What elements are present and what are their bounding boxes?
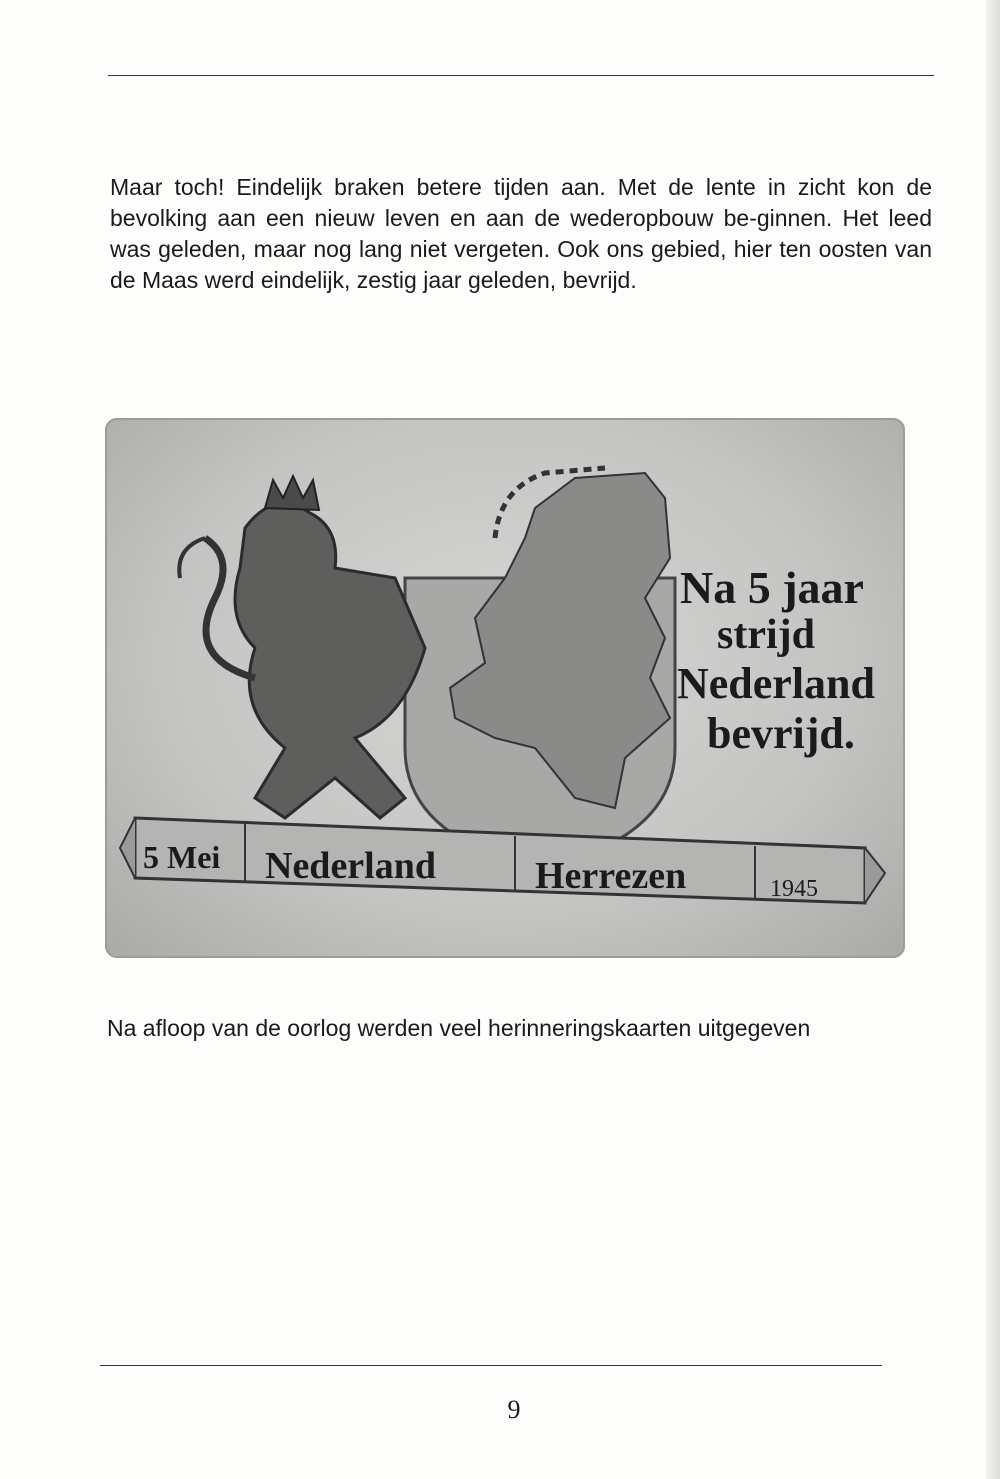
postcard-text-line-3: Nederland <box>677 659 875 708</box>
postcard-text-line-1: Na 5 jaar <box>680 562 864 613</box>
banner-text-year: 1945 <box>770 876 818 902</box>
banner-text-date: 5 Mei <box>143 839 221 875</box>
banner-text-herrezen: Herrezen <box>535 855 687 897</box>
postcard-text-line-4: bevrijd. <box>707 709 855 758</box>
intro-paragraph: Maar toch! Eindelijk braken betere tijden aan. Met de lente in zicht kon de bevolking aan een nieuw leven en aan de wederopbouw be-ginnen. Het leed was geleden, maar nog lang niet vergeten. Ook ons gebied, hier ten oosten van de Maas werd eindelijk, zestig jaar geleden, bevrijd. <box>110 174 932 293</box>
postcard-text-line-2: strijd <box>717 612 815 658</box>
postcard-illustration <box>105 418 905 958</box>
page-number: 9 <box>507 1395 521 1424</box>
crown-icon <box>265 476 319 510</box>
header-rule <box>108 75 934 76</box>
lion-figure <box>235 503 425 818</box>
footer-rule <box>100 1365 882 1366</box>
page-edge-shadow <box>986 0 1000 1479</box>
banner-text-nederland: Nederland <box>265 845 436 887</box>
caption-paragraph: Na afloop van de oorlog werden veel herinneringskaarten uitgegeven <box>107 1015 811 1041</box>
liberation-postcard <box>105 418 905 958</box>
